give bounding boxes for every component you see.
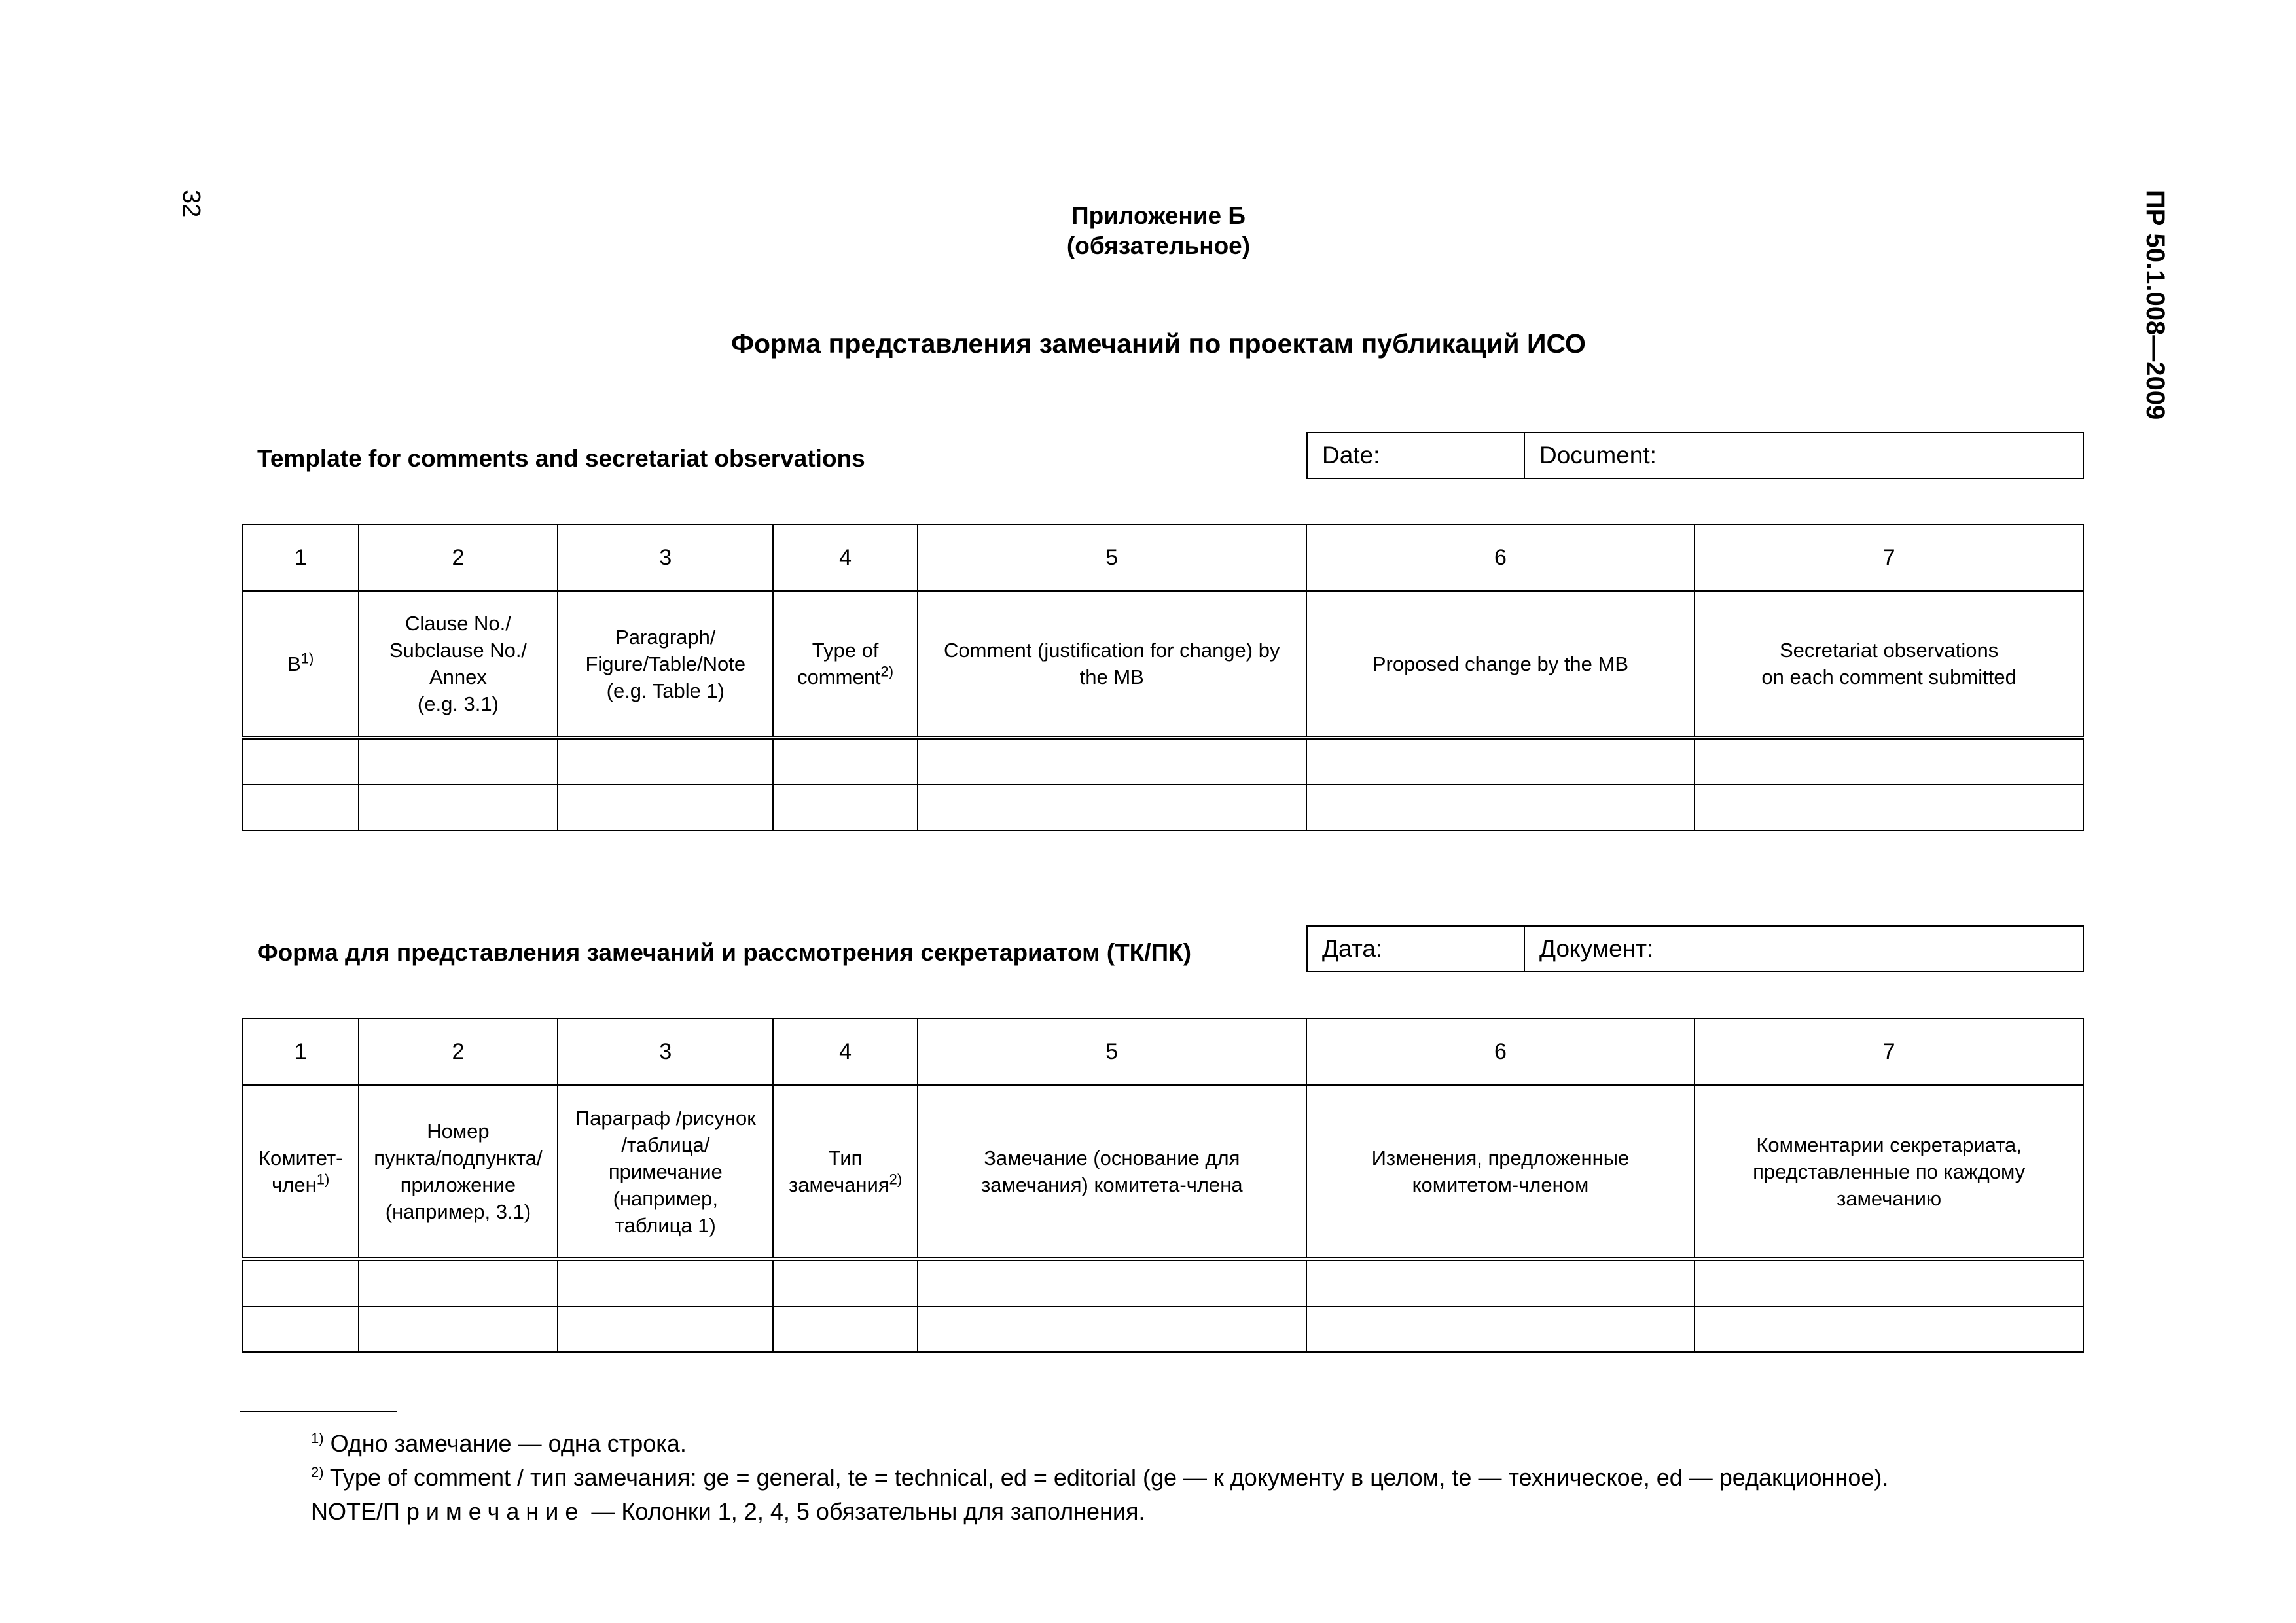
table-cell[interactable] <box>359 738 558 785</box>
footnote-2: $^{2)}$ Type of comment / тип замечания: ge = general, te = technical, ed = editorial (ge — к документу в целом, te — техническое, ed — редакционное). <box>311 1464 1889 1491</box>
annex-status: (обязательное) <box>1066 232 1251 259</box>
russian-date-document-box <box>1306 925 2084 972</box>
column-number: 5 <box>918 1018 1306 1085</box>
column-number: 6 <box>1306 1018 1695 1085</box>
table-cell[interactable] <box>773 738 918 785</box>
header-comment-type: Type of comment$^{2)}$ <box>773 591 918 738</box>
column-number: 1 <box>243 1018 359 1085</box>
table-cell[interactable] <box>359 1306 558 1352</box>
footnote-1: $^{1)}$ Одно замечание — одна строка. <box>311 1430 687 1457</box>
column-number: 6 <box>1306 524 1695 591</box>
table-cell[interactable] <box>1695 785 2083 830</box>
column-number: 1 <box>243 524 359 591</box>
page-number: 32 <box>177 190 205 218</box>
table-cell[interactable] <box>243 785 359 830</box>
english-date-field[interactable] <box>1308 433 1525 478</box>
table-row <box>243 1259 2083 1306</box>
table-cell[interactable] <box>243 1259 359 1306</box>
table-cell[interactable] <box>918 1259 1306 1306</box>
header-proposed-change: Proposed change by the MB <box>1306 591 1695 738</box>
header-clause: Номер пункта/подпункта/ приложение (например, 3.1) <box>359 1085 558 1259</box>
column-number: 2 <box>359 524 558 591</box>
russian-document-label: Документ: <box>1539 935 1654 962</box>
table-cell[interactable] <box>1695 1306 2083 1352</box>
russian-form-label: Форма для представления замечаний и рассмотрения секретариатом (ТК/ПК) <box>257 939 1192 966</box>
header-paragraph: Параграф /рисунок /таблица/ примечание (например, таблица 1) <box>558 1085 773 1259</box>
column-number: 4 <box>773 524 918 591</box>
table-cell[interactable] <box>243 1306 359 1352</box>
table-cell[interactable] <box>1695 738 2083 785</box>
russian-comments-table <box>242 1018 2084 1353</box>
russian-document-field[interactable] <box>1525 927 2083 971</box>
header-comment: Comment (justification for change) by the MB <box>918 591 1306 738</box>
table-cell[interactable] <box>1306 1306 1695 1352</box>
table-cell[interactable] <box>1306 1259 1695 1306</box>
header-paragraph: Paragraph/ Figure/Table/Note (e.g. Table 1) <box>558 591 773 738</box>
table-cell[interactable] <box>1306 738 1695 785</box>
header-clause: Clause No./ Subclause No./ Annex (e.g. 3.1) <box>359 591 558 738</box>
table-row <box>243 785 2083 830</box>
english-comments-table <box>242 524 2084 831</box>
table-number-row <box>243 524 2083 591</box>
header-member-body: Комитет- член$^{1)}$ <box>243 1085 359 1259</box>
header-secretariat-observations: Secretariat observations on each comment submitted <box>1695 591 2083 738</box>
column-number: 4 <box>773 1018 918 1085</box>
table-cell[interactable] <box>918 738 1306 785</box>
table-row <box>243 1306 2083 1352</box>
column-number: 3 <box>558 524 773 591</box>
header-proposed-change: Изменения, предложенные комитетом-членом <box>1306 1085 1695 1259</box>
column-number: 2 <box>359 1018 558 1085</box>
table-cell[interactable] <box>918 785 1306 830</box>
table-cell[interactable] <box>558 1259 773 1306</box>
english-date-document-box <box>1306 432 2084 479</box>
english-form-label: Template for comments and secretariat observations <box>257 445 865 472</box>
annex-title: Приложение Б <box>1071 202 1246 229</box>
english-document-label: Document: <box>1539 442 1657 469</box>
russian-date-field[interactable] <box>1308 927 1525 971</box>
table-cell[interactable] <box>558 738 773 785</box>
header-secretariat-observations: Комментарии секретариата, представленные по каждому замечанию <box>1695 1085 2083 1259</box>
english-document-field[interactable] <box>1525 433 2083 478</box>
table-cell[interactable] <box>558 785 773 830</box>
table-cell[interactable] <box>1306 785 1695 830</box>
russian-date-label: Дата: <box>1322 935 1383 962</box>
footnote-note: NOTE/Примечание — Колонки 1, 2, 4, 5 обязательны для заполнения. <box>311 1498 1145 1525</box>
table-cell[interactable] <box>773 785 918 830</box>
table-cell[interactable] <box>243 738 359 785</box>
table-cell[interactable] <box>918 1306 1306 1352</box>
english-date-label: Date: <box>1322 442 1380 469</box>
table-cell[interactable] <box>773 1306 918 1352</box>
document-code: ПР 50.1.008—2009 <box>2141 190 2170 420</box>
table-cell[interactable] <box>773 1259 918 1306</box>
page-title: Форма представления замечаний по проектам публикаций ИСО <box>731 329 1586 359</box>
table-header-row <box>243 1085 2083 1259</box>
table-number-row <box>243 1018 2083 1085</box>
footnotes <box>311 1427 1888 1529</box>
column-number: 7 <box>1695 1018 2083 1085</box>
header-comment: Замечание (основание для замечания) комитета-члена <box>918 1085 1306 1259</box>
table-cell[interactable] <box>359 1259 558 1306</box>
column-number: 3 <box>558 1018 773 1085</box>
column-number: 5 <box>918 524 1306 591</box>
table-cell[interactable] <box>558 1306 773 1352</box>
footnote-separator <box>240 1411 397 1412</box>
header-comment-type: Тип замечания$^{2)}$ <box>773 1085 918 1259</box>
table-row <box>243 738 2083 785</box>
annex-heading <box>916 201 1401 261</box>
column-number: 7 <box>1695 524 2083 591</box>
header-member-body: $B^{1)}$ <box>243 591 359 738</box>
table-cell[interactable] <box>1695 1259 2083 1306</box>
table-cell[interactable] <box>359 785 558 830</box>
table-header-row <box>243 591 2083 738</box>
